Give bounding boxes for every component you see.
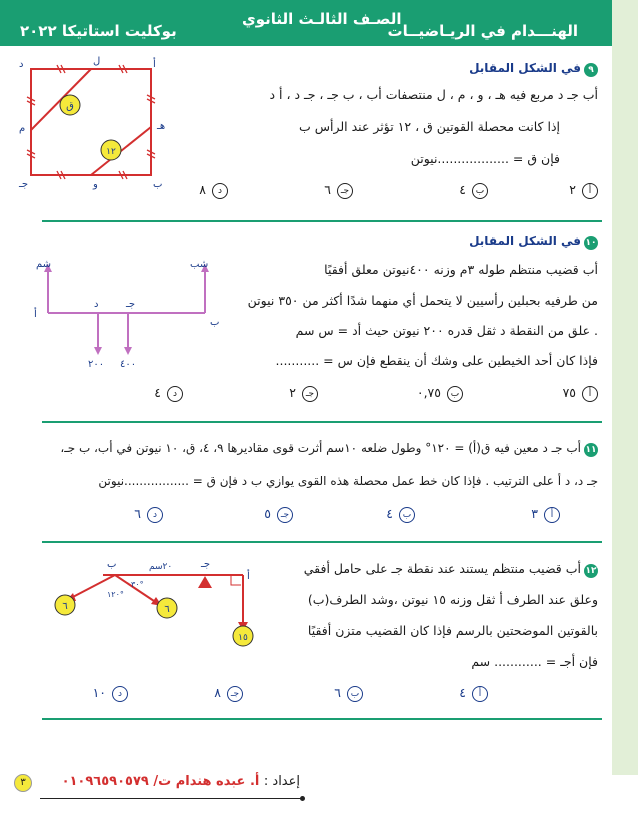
- footer-dot: [300, 796, 305, 801]
- q11-option-b-value: ٤: [386, 506, 393, 521]
- q10-option-a-mark: أ: [582, 386, 598, 402]
- q10-end-a: أ: [34, 309, 37, 320]
- q10-weight-200: ٢٠٠: [88, 359, 105, 370]
- q9-force-12-label: ١٢: [106, 147, 116, 157]
- q12-option-b[interactable]: [334, 685, 363, 702]
- separator-1: [42, 220, 602, 222]
- q9-option-b-mark: ب: [472, 183, 488, 199]
- q10-tension-b: شب: [190, 259, 209, 270]
- q11-option-d-value: ٦: [134, 506, 141, 521]
- q11-option-c-mark: جـ: [277, 507, 293, 523]
- q11-option-c[interactable]: [264, 506, 293, 523]
- header-left-title: بوكليت استاتيكا ٢٠٢٢: [20, 22, 177, 40]
- q11-option-d[interactable]: [134, 506, 163, 523]
- q12-force-1-label: ٦: [62, 601, 68, 612]
- q12-option-a-value: ٤: [459, 685, 466, 700]
- q12-right-angle: [231, 575, 241, 585]
- footer-prepared: إعداد :: [263, 774, 300, 789]
- q12-option-c-mark: جـ: [227, 686, 243, 702]
- q9-number: ٩: [584, 63, 598, 77]
- q10-weight-200-arrow: [94, 347, 102, 355]
- q10-heading-text: في الشكل المقابل: [469, 234, 581, 248]
- q9-heading: [469, 61, 598, 77]
- q9-point-m: م: [19, 123, 26, 134]
- q12-angle-30: ٣٠°: [131, 580, 144, 589]
- q12-option-d[interactable]: [93, 685, 128, 702]
- q11-option-d-mark: د: [147, 507, 163, 523]
- q12-number: ١٢: [585, 566, 597, 576]
- q12-option-a-mark: أ: [472, 686, 488, 702]
- header-center-title: الصـف الثالـث الثانوي: [242, 10, 402, 28]
- q9-square: [31, 69, 151, 175]
- q12-rod-figure: [45, 555, 260, 655]
- q10-point-d: د: [94, 299, 99, 310]
- q11-option-b[interactable]: [386, 506, 415, 523]
- q12-line1: [304, 561, 598, 578]
- q9-option-a[interactable]: [569, 182, 598, 199]
- q11-line1: [60, 441, 598, 457]
- q12-point-c: جـ: [201, 559, 211, 570]
- q10-line2: من طرفيه بحبلين رأسيين لا يتحمل أي منهما شدًا أكثر من ٣٥٠ نيوتن: [247, 293, 598, 308]
- q12-option-d-mark: د: [112, 686, 128, 702]
- q11-line2: جـ د، د أ على الترتيب . فإذا كان خط عمل محصلة هذه القوى يوازي ب د فإن ق = .................نيوتن: [98, 474, 598, 488]
- q12-option-b-value: ٦: [334, 685, 341, 700]
- separator-2: [42, 421, 602, 423]
- q12-support: [198, 576, 212, 588]
- q11-option-a-value: ٣: [531, 506, 538, 521]
- footer-credits: [62, 774, 300, 789]
- q9-line-ml: [31, 69, 91, 130]
- q10-option-d-value: ٤: [154, 385, 161, 400]
- page-number-badge: ٣: [14, 774, 32, 792]
- q9-option-c-value: ٦: [324, 182, 331, 197]
- q10-option-a[interactable]: [563, 385, 598, 402]
- q12-angle-120: ١٢٠°: [107, 590, 124, 599]
- q11-option-b-mark: ب: [399, 507, 415, 523]
- header-right-title: الهنـــدام في الريـاضيــات: [387, 22, 578, 40]
- q10-number: ١٠: [585, 238, 597, 248]
- footer-author: أ. عبده هندام: [175, 774, 260, 789]
- q12-option-c[interactable]: [214, 685, 243, 702]
- q10-option-b[interactable]: [417, 385, 463, 402]
- page-header: [0, 0, 612, 46]
- q10-end-b: ب: [210, 317, 220, 328]
- footer-phone: ت/ ٠١٠٩٦٥٩٠٥٧٩: [61, 774, 172, 789]
- q12-force-2-label: ٦: [164, 604, 170, 615]
- q11-option-a[interactable]: [531, 506, 560, 523]
- q10-tension-a: شم: [36, 259, 52, 270]
- q12-weight-label: ١٥: [238, 633, 248, 643]
- q10-option-c[interactable]: [289, 385, 318, 402]
- q10-weight-400: ٤٠٠: [120, 359, 137, 370]
- q12-option-d-value: ١٠: [92, 685, 106, 700]
- q12-line2: وعلق عند الطرف أ ثقل وزنه ١٥ نيوتن ،وشد الطرف(ب): [307, 592, 598, 607]
- q9-vertex-d: د: [19, 59, 24, 70]
- q9-line2: إذا كانت محصلة القوتين ق ، ١٢ تؤثر عند الرأس ب: [299, 119, 560, 134]
- q9-force-q-label: ق: [66, 101, 74, 112]
- q9-option-d-value: ٨: [199, 182, 206, 197]
- q9-vertex-b: ب: [153, 179, 163, 190]
- q9-option-c[interactable]: [324, 182, 353, 199]
- q10-option-c-value: ٢: [289, 385, 296, 400]
- q10-heading: [469, 234, 598, 250]
- q10-line3: . علق من النقطة د ثقل قدره ٢٠٠ نيوتن حيث أد = س سم: [295, 323, 598, 338]
- separator-4: [42, 718, 602, 720]
- q9-line3: فإن ق = ..................نيوتن: [410, 151, 560, 166]
- q10-option-d-mark: د: [167, 386, 183, 402]
- q9-square-figure: [15, 55, 175, 190]
- q9-point-l: ل: [93, 56, 101, 67]
- q9-tick-marks: [27, 65, 155, 179]
- q11-line1-text: أب جـ د معين فيه ق(أ) = ١٢٠° وطول ضلعه ١٠سم أثرت قوى مقاديرها ٩، ٤، ق، ١٠ نيوتن في أب، ب جـ،: [60, 441, 581, 455]
- q12-option-a[interactable]: [459, 685, 488, 702]
- q10-option-c-mark: جـ: [302, 386, 318, 402]
- q10-line4: فإذا كان أحد الخيطين على وشك أن ينقطع فإن س = ...........: [275, 353, 598, 368]
- q10-option-d[interactable]: [154, 385, 183, 402]
- side-strip: [612, 0, 638, 775]
- q9-heading-text: في الشكل المقابل: [469, 61, 581, 75]
- q9-option-c-mark: جـ: [337, 183, 353, 199]
- q10-weight-400-arrow: [124, 347, 132, 355]
- q9-option-d[interactable]: [199, 182, 228, 199]
- q9-option-b-value: ٤: [459, 182, 466, 197]
- separator-3: [42, 541, 602, 543]
- q10-option-a-value: ٧٥: [562, 385, 576, 400]
- q9-option-d-mark: د: [212, 183, 228, 199]
- q9-vertex-a: أ: [153, 59, 156, 70]
- q10-rod-figure: [30, 255, 230, 370]
- q11-option-a-mark: أ: [544, 507, 560, 523]
- q10-line1: أب قضيب منتظم طوله ٣م وزنه ٤٠٠نيوتن معلق أفقيًا: [324, 262, 598, 277]
- q9-vertex-c: جـ: [19, 179, 29, 190]
- q12-option-b-mark: ب: [347, 686, 363, 702]
- q12-option-c-value: ٨: [214, 685, 221, 700]
- q9-option-a-mark: أ: [582, 183, 598, 199]
- q10-point-c: جـ: [126, 299, 136, 310]
- q9-option-b[interactable]: [459, 182, 488, 199]
- q12-line1-text: أب قضيب منتظم يستند عند نقطة جـ على حامل أفقي: [303, 561, 581, 576]
- q10-option-b-value: ٠,٧٥: [416, 385, 441, 400]
- q9-point-w: و: [93, 179, 98, 190]
- q12-line3: بالقوتين الموضحتين بالرسم فإذا كان القضيب متزن أفقيًا: [307, 623, 598, 638]
- q12-end-a: أ: [247, 571, 250, 582]
- q9-point-h: هـ: [157, 121, 166, 132]
- q12-line4: فإن أجـ = ............ سم: [471, 654, 598, 669]
- q9-line1: أب جـ د مربع فيه هـ ، و ، م ، ل منتصفات أب ، ب جـ ، جـ د ، أ د: [269, 87, 598, 102]
- footer-underline: [40, 798, 302, 799]
- q9-option-a-value: ٢: [569, 182, 576, 197]
- q10-option-b-mark: ب: [447, 386, 463, 402]
- q12-end-b: ب: [107, 559, 117, 570]
- q12-distance-label: ٢٠سم: [149, 562, 173, 572]
- q11-option-c-value: ٥: [264, 506, 271, 521]
- q11-number: ١١: [585, 445, 597, 455]
